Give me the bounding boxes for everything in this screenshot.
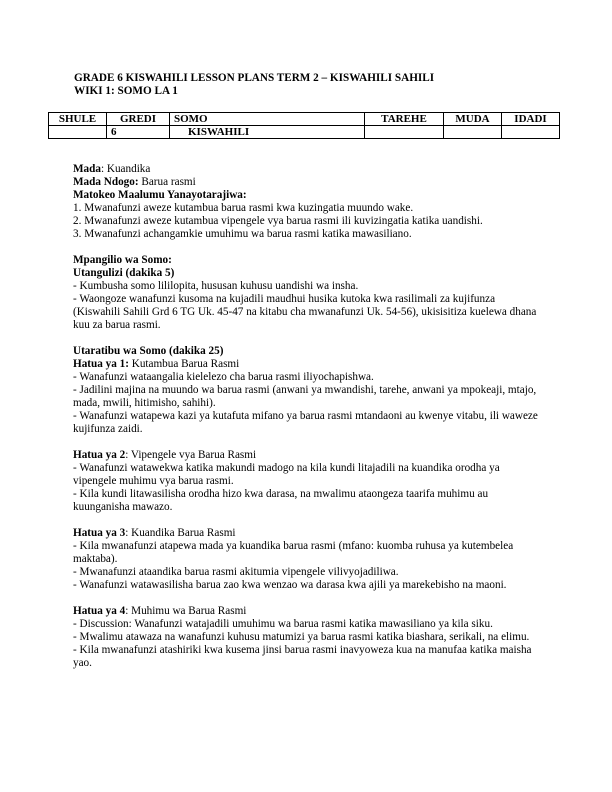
header-shule: SHULE	[49, 113, 107, 126]
document-title: GRADE 6 KISWAHILI LESSON PLANS TERM 2 – KISWAHILI SAHILI	[74, 72, 435, 84]
matokeo-item: 1. Mwanafunzi aweze kutambua barua rasmi kwa kuzingatia muundo wake.	[73, 202, 414, 214]
step-label: Hatua ya 2	[73, 449, 126, 461]
table-header-row	[49, 113, 560, 126]
step-line: - Mwanafunzi ataandika barua rasmi akitumia vipengele vilivyojadiliwa.	[73, 566, 399, 578]
step-title: : Kuandika Barua Rasmi	[125, 527, 236, 539]
utangulizi-item: - Kumbusha somo lililopita, hususan kuhusu uandishi wa insha.	[73, 280, 359, 292]
matokeo-item: 2. Mwanafunzi aweze kutambua vipengele vya barua rasmi ili kuvizingatia katika uandishi.	[73, 215, 483, 227]
utaratibu-heading: Utaratibu wa Somo (dakika 25)	[73, 345, 224, 357]
lesson-content	[73, 163, 545, 670]
cell-muda	[444, 126, 502, 139]
step-1-heading	[73, 358, 545, 371]
matokeo-item: 3. Mwanafunzi achangamkie umuhimu wa barua rasmi katika mawasiliano.	[73, 228, 412, 240]
step-line: - Jadilini majina na muundo wa barua rasmi (anwani ya mwandishi, tarehe, anwani ya mpokeaji, mtajo, mada, mwili, hitimisho, sahihi).	[73, 384, 537, 409]
step-line: - Kila kundi litawasilisha orodha hizo kwa darasa, na mwalimu ataongeza taarifa muhimu au kuunganisha mawazo.	[73, 488, 489, 513]
mada-ndogo-line	[73, 176, 545, 189]
mada-label: Mada	[73, 163, 101, 175]
header-somo: SOMO	[170, 113, 365, 126]
step-line: - Wanafunzi watapewa kazi ya kutafuta mifano ya barua rasmi mtandaoni au kwenye vitabu, ili waweze kujifunza zaidi.	[73, 410, 538, 435]
header-tarehe: TAREHE	[365, 113, 444, 126]
mada-ndogo-value: Barua rasmi	[138, 176, 196, 188]
step-4-heading	[73, 605, 545, 618]
step-2-heading	[73, 449, 545, 462]
step-line: - Wanafunzi wataangalia kielelezo cha barua rasmi iliyochapishwa.	[73, 371, 374, 383]
step-line: - Mwalimu atawaza na wanafunzi kuhusu matumizi ya barua rasmi katika biashara, serikali, na elimu.	[73, 631, 530, 643]
step-title: : Muhimu wa Barua Rasmi	[125, 605, 247, 617]
cell-gredi: 6	[107, 126, 170, 139]
step-line: - Wanafunzi watawasilisha barua zao kwa wenzao wa darasa kwa ajili ya marekebisho na maoni.	[73, 579, 507, 591]
mada-ndogo-label: Mada Ndogo:	[73, 176, 139, 188]
cell-tarehe	[365, 126, 444, 139]
document-header	[74, 72, 434, 98]
mada-line	[73, 163, 545, 176]
utangulizi-item: - Waongoze wanafunzi kusoma na kujadili maudhui husika kutoka kwa rasilimali za kujifunza (Kiswahili Sahili Grd 6 TG Uk. 45-47 na kitabu cha mwanafunzi Uk. 54-56), ukisisitiza kuelewa dhana kuu za barua rasmi.	[73, 293, 537, 331]
step-line: - Kila mwanafunzi atashiriki kwa kusema jinsi barua rasmi inavyoweza kua na manufaa katika maisha yao.	[73, 644, 532, 669]
header-muda: MUDA	[444, 113, 502, 126]
header-idadi: IDADI	[502, 113, 560, 126]
week-lesson-label: WIKI 1: SOMO LA 1	[74, 85, 178, 97]
header-gredi: GREDI	[107, 113, 170, 126]
cell-shule	[49, 126, 107, 139]
step-3-heading	[73, 527, 545, 540]
mpangilio-heading: Mpangilio wa Somo:	[73, 254, 172, 266]
cell-idadi	[502, 126, 560, 139]
lesson-info-table	[48, 112, 560, 139]
step-label: Hatua ya 1:	[73, 358, 129, 370]
matokeo-heading: Matokeo Maalumu Yanayotarajiwa:	[73, 189, 247, 201]
utangulizi-heading: Utangulizi (dakika 5)	[73, 267, 175, 279]
step-line: - Discussion: Wanafunzi watajadili umuhimu wa barua rasmi katika mawasiliano ya kila siku.	[73, 618, 493, 630]
step-label: Hatua ya 3	[73, 527, 126, 539]
table-row	[49, 126, 560, 139]
mada-value: : Kuandika	[100, 163, 151, 175]
step-title: Kutambua Barua Rasmi	[128, 358, 240, 370]
step-line: - Wanafunzi watawekwa katika makundi madogo na kila kundi litajadili na kuandika orodha ya vipengele muhimu vya barua rasmi.	[73, 462, 500, 487]
step-line: - Kila mwanafunzi atapewa mada ya kuandika barua rasmi (mfano: kuomba ruhusa ya kutembelea maktaba).	[73, 540, 514, 565]
step-title: : Vipengele vya Barua Rasmi	[125, 449, 257, 461]
cell-somo: KISWAHILI	[170, 126, 365, 139]
step-label: Hatua ya 4	[73, 605, 126, 617]
